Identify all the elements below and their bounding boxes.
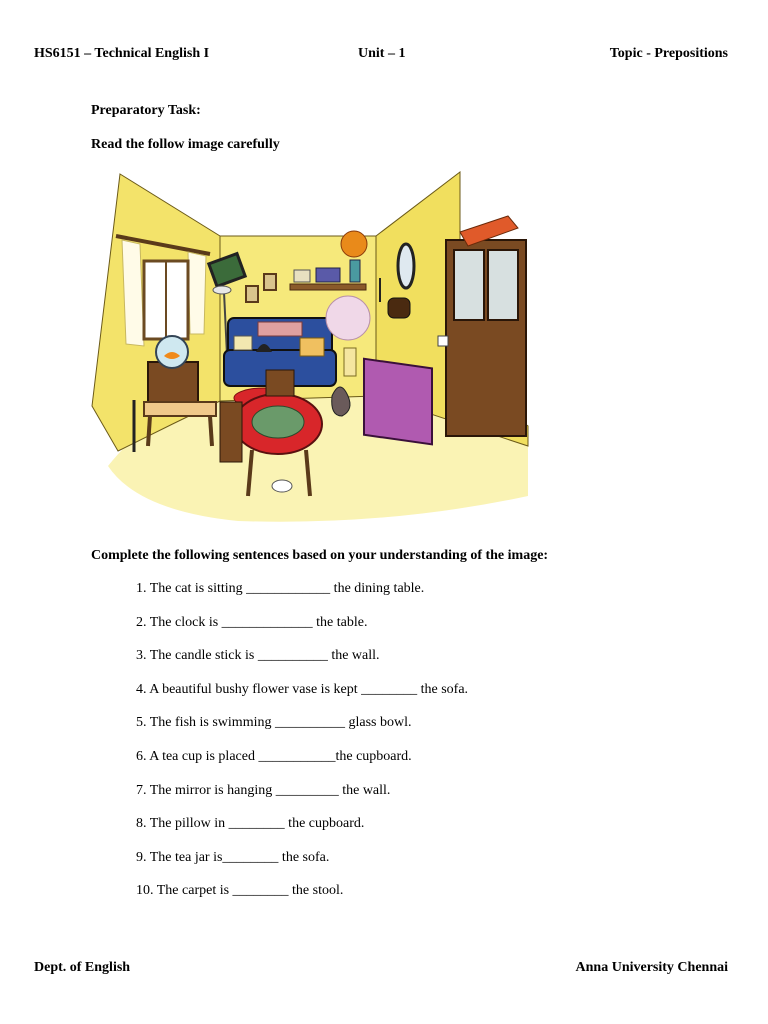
cupboard-cup xyxy=(438,336,448,346)
cupboard-glass xyxy=(454,250,484,320)
header-topic: Topic - Prepositions xyxy=(609,46,728,61)
header-unit: Unit – 1 xyxy=(358,46,406,61)
question-item: 2. The clock is _____________ the table. xyxy=(136,614,368,630)
room-illustration-svg xyxy=(88,166,534,530)
table-cloth xyxy=(252,406,304,438)
bushy-flowers xyxy=(326,296,370,340)
cupboard-glass-2 xyxy=(488,250,518,320)
shelf-box xyxy=(294,270,310,282)
curtain-right xyxy=(188,252,206,334)
question-item: 8. The pillow in ________ the cupboard. xyxy=(136,816,365,832)
question-item: 3. The candle stick is __________ the wall. xyxy=(136,648,380,664)
wall-mirror xyxy=(398,244,414,288)
flower-top xyxy=(341,231,367,257)
question-item: 6. A tea cup is placed ___________the cupboard. xyxy=(136,748,412,764)
flower-vase xyxy=(344,348,356,376)
picture-frame-1 xyxy=(246,286,258,302)
question-item: 4. A beautiful bushy flower vase is kept ________ the sofa. xyxy=(136,681,469,697)
header-course: HS6151 – Technical English I xyxy=(34,46,210,61)
books-on-shelf xyxy=(316,268,340,282)
question-list xyxy=(136,580,468,916)
chair-left xyxy=(220,402,242,462)
question-item: 1. The cat is sitting ____________ the dining table. xyxy=(136,581,425,596)
chair-back xyxy=(266,370,294,396)
sofa-cushion-right xyxy=(300,338,324,356)
task-title: Preparatory Task: xyxy=(91,103,201,118)
footer-university: Anna University Chennai xyxy=(575,960,728,975)
sofa-stripes xyxy=(258,322,302,336)
curtain-left xyxy=(122,240,144,346)
stool-top xyxy=(144,402,216,416)
stool-leg-2 xyxy=(210,416,212,446)
picture-frame-2 xyxy=(264,274,276,290)
floor-bowl xyxy=(272,480,292,492)
room-illustration xyxy=(88,166,534,530)
stool-leg xyxy=(148,416,150,446)
questions-heading: Complete the following sentences based on your understanding of the image: xyxy=(91,548,549,563)
question-item: 5. The fish is swimming __________ glass bowl. xyxy=(136,715,412,731)
sofa-pillow xyxy=(234,336,252,350)
wall-shelf xyxy=(290,284,366,290)
question-item: 9. The tea jar is________ the sofa. xyxy=(136,849,330,865)
lamp-shade xyxy=(213,286,231,294)
footer-dept: Dept. of English xyxy=(34,960,131,975)
table-clock xyxy=(388,298,410,318)
bookshelf xyxy=(364,359,432,445)
tea-jar xyxy=(350,260,360,282)
question-item: 7. The mirror is hanging _________ the wall. xyxy=(136,782,391,798)
question-item: 10. The carpet is ________ the stool. xyxy=(136,883,344,899)
task-instruction: Read the follow image carefully xyxy=(91,137,280,152)
